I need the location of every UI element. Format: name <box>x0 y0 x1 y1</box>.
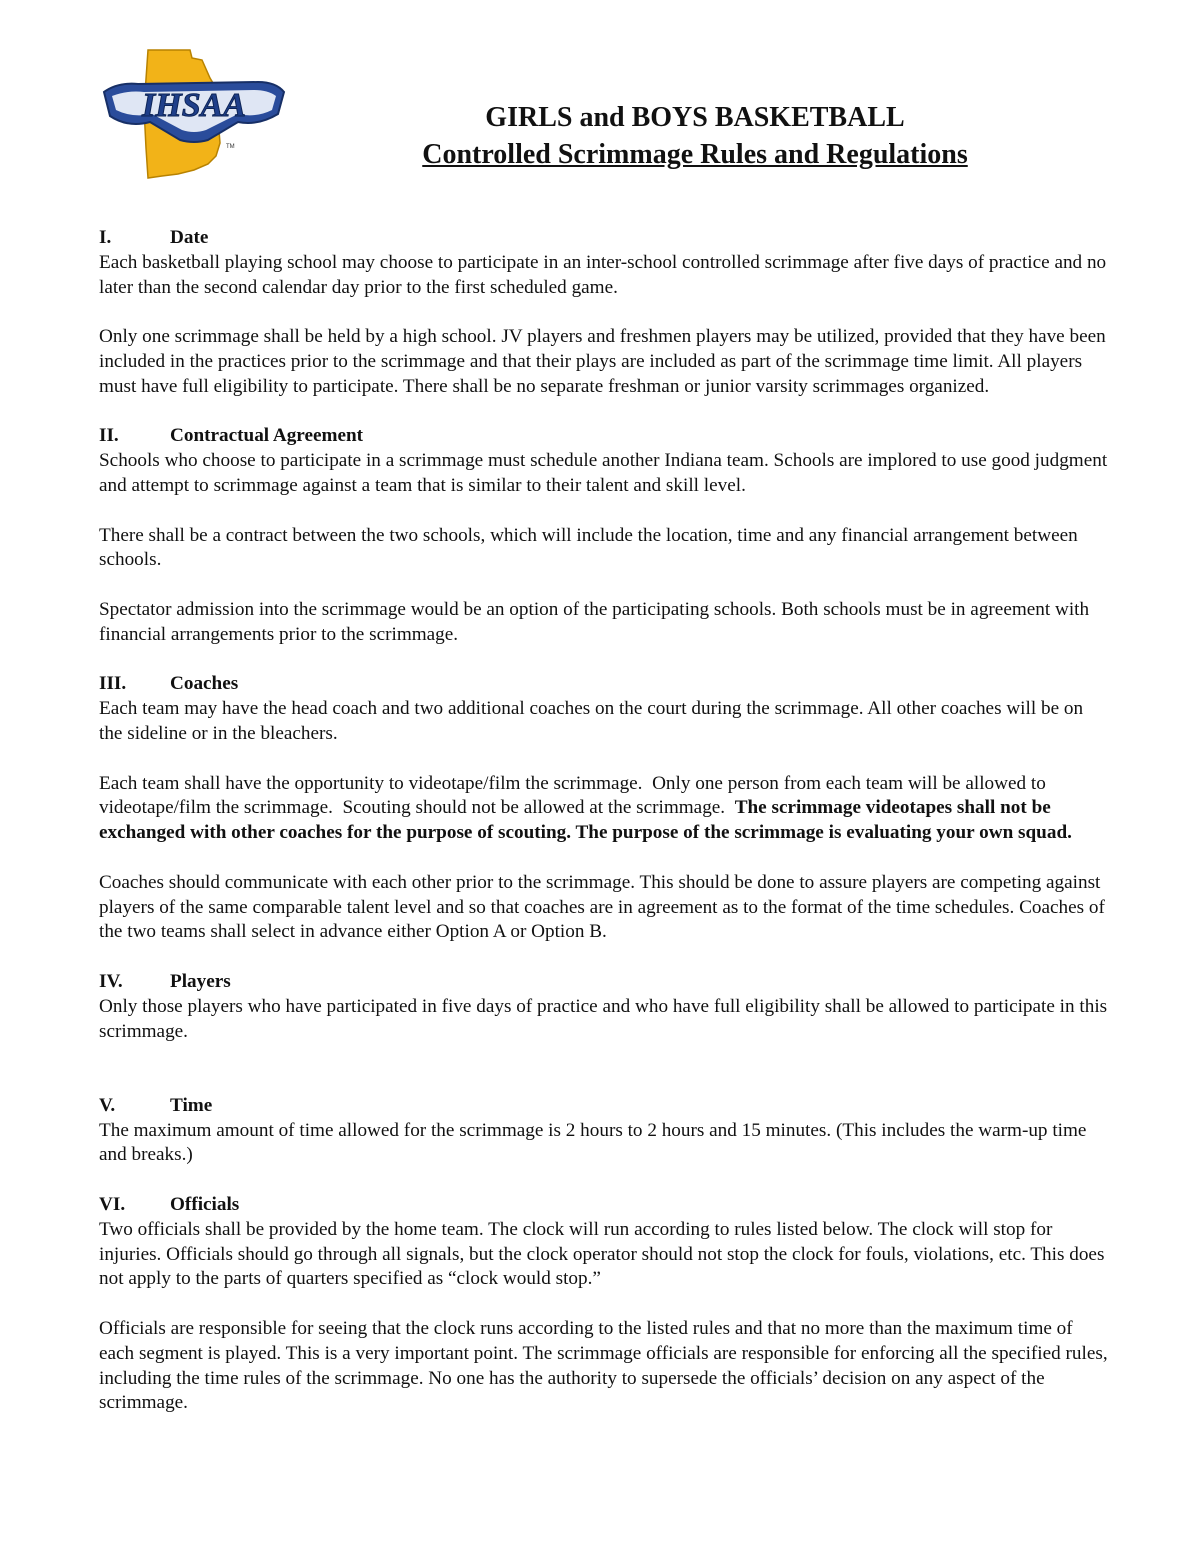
paragraph: Coaches should communicate with each other prior to the scrimmage. This should be done to assure players are competing against players of the same comparable talent level and so that coaches are in agreement as to the format of the time schedules. Coaches of the two teams shall select in advance either Option A or Option B. <box>99 871 1105 943</box>
section-heading-date <box>99 226 1109 251</box>
paragraph: Spectator admission into the scrimmage would be an option of the participating schools. Both schools must be in agreement with financial arrangements prior to the scrimmage. <box>99 598 1090 645</box>
section-number: VI. <box>99 1194 126 1216</box>
paragraph: There shall be a contract between the two schools, which will include the location, time and any financial arrangement between schools. <box>99 524 1078 571</box>
logo-tm: TM <box>226 144 235 150</box>
page-subtitle: Controlled Scrimmage Rules and Regulations <box>422 139 968 170</box>
section-heading-contractual-agreement <box>99 424 1109 449</box>
paragraph: Each team may have the head coach and two additional coaches on the court during the scrimmage. All other coaches will be on the sideline or in the bleachers. <box>99 698 1084 744</box>
paragraph: Officials are responsible for seeing that the clock runs according to the listed rules and that no more than the maximum time of each segment is played. This is a very important point. The scrimmage officials are responsible for enforcing all the specified rules, including the time rules of the scrimmage. No one has the authority to supersede the officials’ decision on any aspect of the scrimmage. <box>99 1318 1108 1414</box>
paragraph-text: Each team shall have the opportunity to videotape/film the scrimmage. Only one person from each team will be allowed to videotape/film the scrimmage. Scouting should not be allowed at the scrimmage. <box>99 772 1051 819</box>
section-number: III. <box>99 673 127 695</box>
paragraph: Two officials shall be provided by the home team. The clock will run according to rules listed below. The clock will stop for injuries. Officials should go through all signals, but the clock operator should not stop the clock for fouls, violations, etc. This does not apply to the parts of quarters specified as “clock would stop.” <box>99 1218 1105 1290</box>
paragraph <box>99 772 1109 846</box>
ihsaa-logo <box>98 48 288 180</box>
paragraph: The maximum amount of time allowed for the scrimmage is 2 hours to 2 hours and 15 minutes. (This includes the warm-up time and breaks.) <box>99 1119 1087 1166</box>
section-title: Officials <box>170 1194 240 1216</box>
section-heading-officials <box>99 1193 1109 1218</box>
page-title: GIRLS and BOYS BASKETBALL <box>485 102 905 133</box>
section-title: Contractual Agreement <box>170 425 364 447</box>
document-body <box>99 226 1109 1416</box>
section-number: V. <box>99 1094 116 1116</box>
bold-notice: The scrimmage videotapes shall not be exchanged with other coaches for the purpose of scouting. The purpose of the scrimmage is evaluating your own squad. <box>99 797 1072 844</box>
paragraph: Only those players who have participated in five days of practice and who have full eligibility shall be allowed to participate in this scrimmage. <box>99 995 1108 1042</box>
section-heading-coaches <box>99 672 1109 697</box>
section-title: Time <box>170 1094 213 1116</box>
section-number: IV. <box>99 970 123 992</box>
section-title: Date <box>170 227 209 248</box>
paragraph: Schools who choose to participate in a scrimmage must schedule another Indiana team. Schools are implored to use good judgment and attempt to scrimmage against a team that is similar to their talent and skill level. <box>99 450 1108 496</box>
section-heading-players <box>99 970 1109 995</box>
section-number: I. <box>99 227 112 248</box>
section-number: II. <box>99 425 119 447</box>
paragraph: Only one scrimmage shall be held by a high school. JV players and freshmen players may be utilized, provided that they have been included in the practices prior to the scrimmage and that their plays are included as part of the scrimmage time limit. All players must have full eligibility to participate. There shall be no separate freshman or junior varsity scrimmages organized. <box>99 326 1106 397</box>
title-block <box>300 100 1090 174</box>
paragraph: Each basketball playing school may choose to participate in an inter-school controlled scrimmage after five days of practice and no later than the second calendar day prior to the first scheduled game. <box>99 251 1107 298</box>
section-title: Players <box>170 970 231 992</box>
logo-text: IHSAA <box>142 87 246 124</box>
section-title: Coaches <box>170 673 239 695</box>
section-heading-time <box>99 1094 1109 1119</box>
